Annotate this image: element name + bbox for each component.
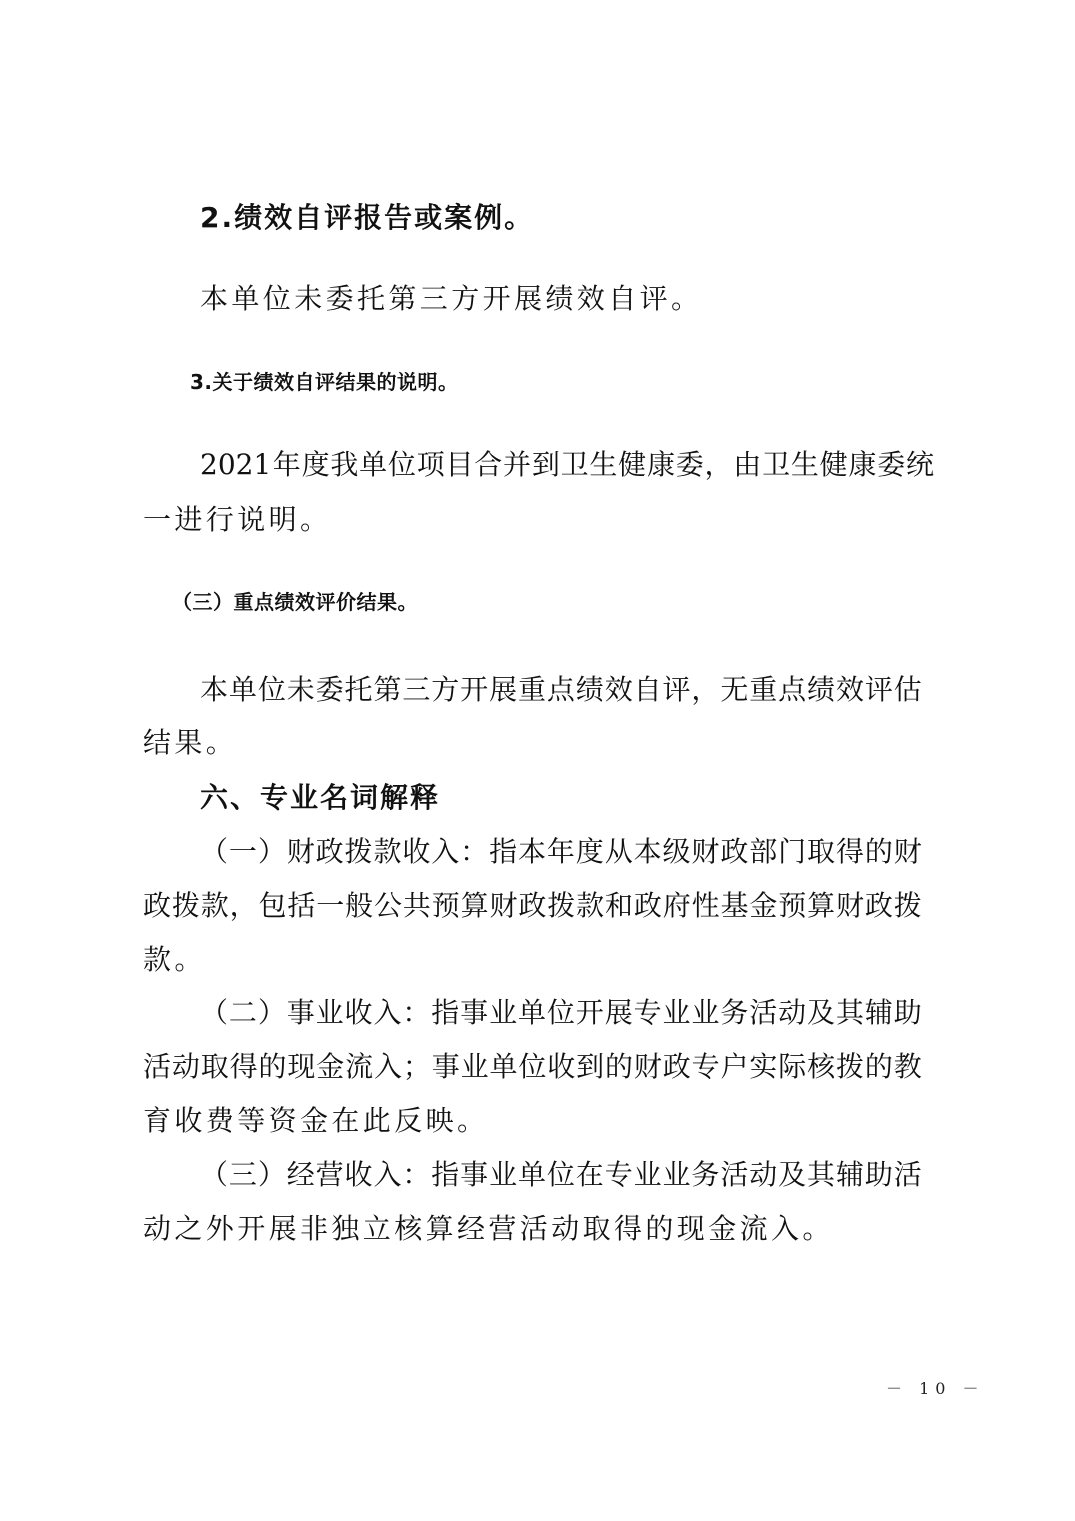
- section-2-heading: 2.绩效自评报告或案例。: [200, 201, 535, 234]
- glossary-item-2-line-2: 活 动 取 得 的 现 金 流 入 ； 事 业 单 位 收 到 的 财 政 专 户 实 际 核 拨 的 教: [143, 1050, 922, 1083]
- glossary-item-1-line-1: （ 一 ） 财 政 拨 款 收 入 ： 指 本 年 度 从 本 级 财 政 部 门 取 得 的 财: [200, 835, 922, 868]
- glossary-item-3-line-2: 动之外开展非独立核算经营活动取得的现金流入。: [143, 1212, 834, 1245]
- page-number: － 10 －: [886, 1379, 985, 1398]
- section-3-body-line-1: 2021 年 度 我 单 位 项 目 合 并 到 卫 生 健 康 委 ， 由 卫 生 健 康 委 统: [200, 448, 934, 481]
- glossary-item-1-line-2: 政 拨 款 ， 包 括 一 般 公 共 预 算 财 政 拨 款 和 政 府 性 基 金 预 算 财 政 拨: [143, 889, 922, 922]
- key-evaluation-body-line-1: 本 单 位 未 委 托 第 三 方 开 展 重 点 绩 效 自 评 ， 无 重 点 绩 效 评 估: [200, 673, 922, 706]
- section-3-heading: 3.关于绩效自评结果的说明。: [190, 370, 459, 394]
- glossary-item-3-line-1: （ 三 ） 经 营 收 入 ： 指 事 业 单 位 在 专 业 业 务 活 动 及 其 辅 助 活: [200, 1158, 922, 1191]
- glossary-item-2-line-1: （ 二 ） 事 业 收 入 ： 指 事 业 单 位 开 展 专 业 业 务 活 动 及 其 辅 助: [200, 996, 922, 1029]
- glossary-item-2-line-3: 育收费等资金在此反映。: [143, 1104, 489, 1137]
- key-evaluation-heading: （三）重点绩效评价结果。: [172, 590, 418, 614]
- glossary-item-1-line-3: 款。: [143, 943, 206, 976]
- key-evaluation-body-line-2: 结果。: [143, 726, 238, 759]
- glossary-heading: 六、专业名词解释: [200, 781, 441, 814]
- section-3-body-line-2: 一进行说明。: [143, 503, 332, 536]
- section-2-body: 本单位未委托第三方开展绩效自评。: [200, 282, 703, 315]
